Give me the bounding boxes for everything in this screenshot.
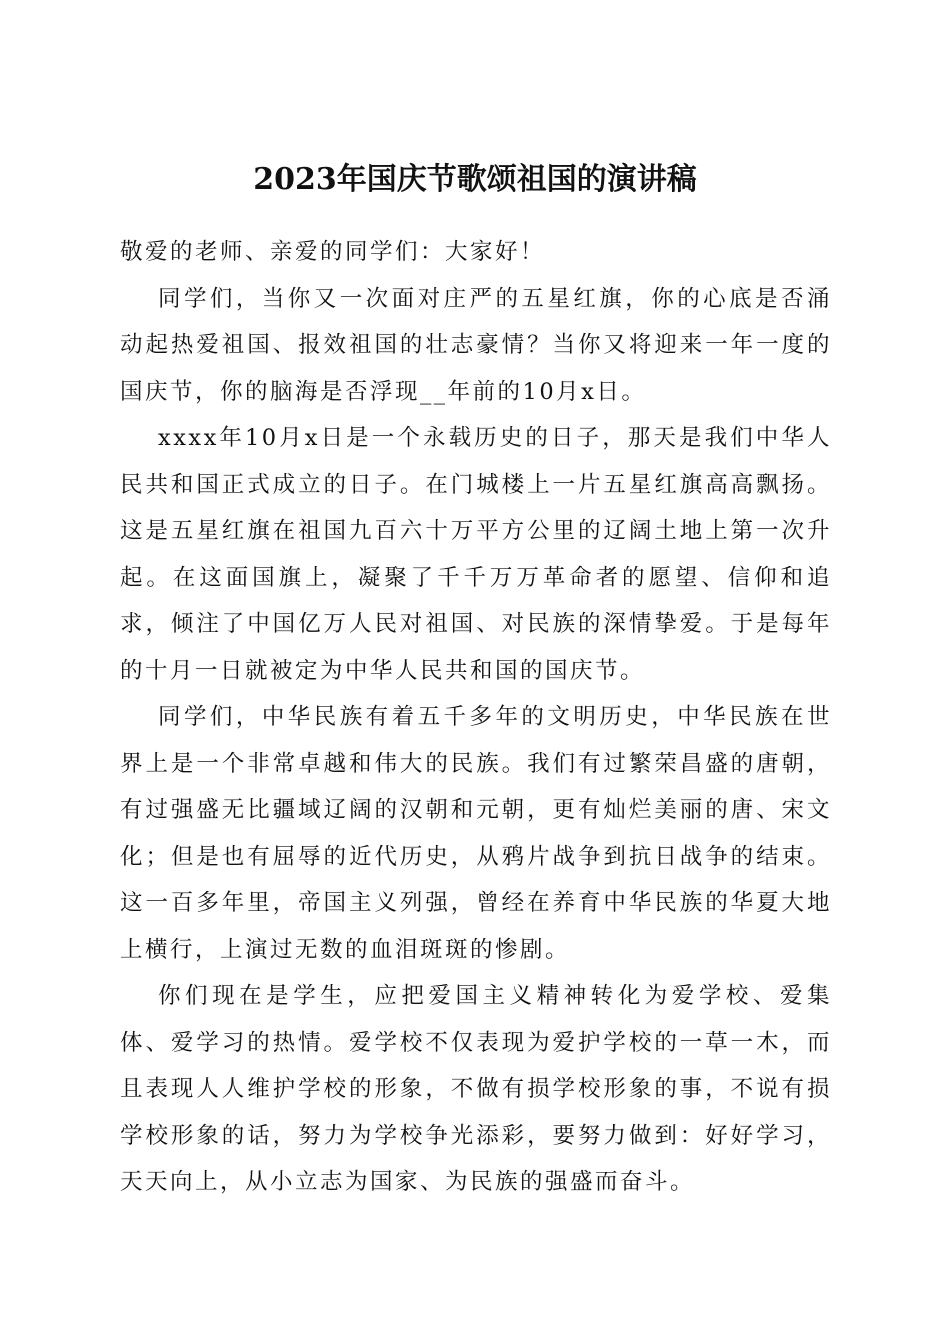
paragraph-4: 你们现在是学生，应把爱国主义精神转化为爱学校、爱集体、爱学习的热情。爱学校不仅表现为爱护学校的一草一木，而且表现人人维护学校的形象，不做有损学校形象的事，不说有损学校形象的话，努力为学校争光添彩，要努力做到：好好学习，天天向上，从小立志为国家、为民族的强盛而奋斗。: [120, 983, 832, 1195]
paragraph-1: 同学们，当你又一次面对庄严的五星红旗，你的心底是否涌动起热爱祖国、报效祖国的壮志豪情？当你又将迎来一年一度的国庆节，你的脑海是否浮现__年前的10月x日。: [120, 285, 832, 405]
paragraph-3: 同学们，中华民族有着五千多年的文明历史，中华民族在世界上是一个非常卓越和伟大的民族。我们有过繁荣昌盛的唐朝，有过强盛无比疆域辽阔的汉朝和元朝，更有灿烂美丽的唐、宋文化；但是也有屈辱的近代历史，从鸦片战争到抗日战争的结束。这一百多年里，帝国主义列强，曾经在养育中华民族的华夏大地上横行，上演过无数的血泪斑斑的惨剧。: [120, 704, 832, 963]
document-body: [120, 229, 832, 1206]
document-title: 2023年国庆节歌颂祖国的演讲稿: [253, 162, 697, 198]
paragraph-2: xxxx年10月x日是一个永载历史的日子，那天是我们中华人民共和国正式成立的日子。在门城楼上一片五星红旗高高飘扬。这是五星红旗在祖国九百六十万平方公里的辽阔土地上第一次升起。在这面国旗上，凝聚了千千万万革命者的愿望、信仰和追求，倾注了中国亿万人民对祖国、对民族的深情挚爱。于是每年的十月一日就被定为中华人民共和国的国庆节。: [120, 425, 832, 684]
salutation: 敬爱的老师、亲爱的同学们：大家好！: [120, 239, 546, 265]
